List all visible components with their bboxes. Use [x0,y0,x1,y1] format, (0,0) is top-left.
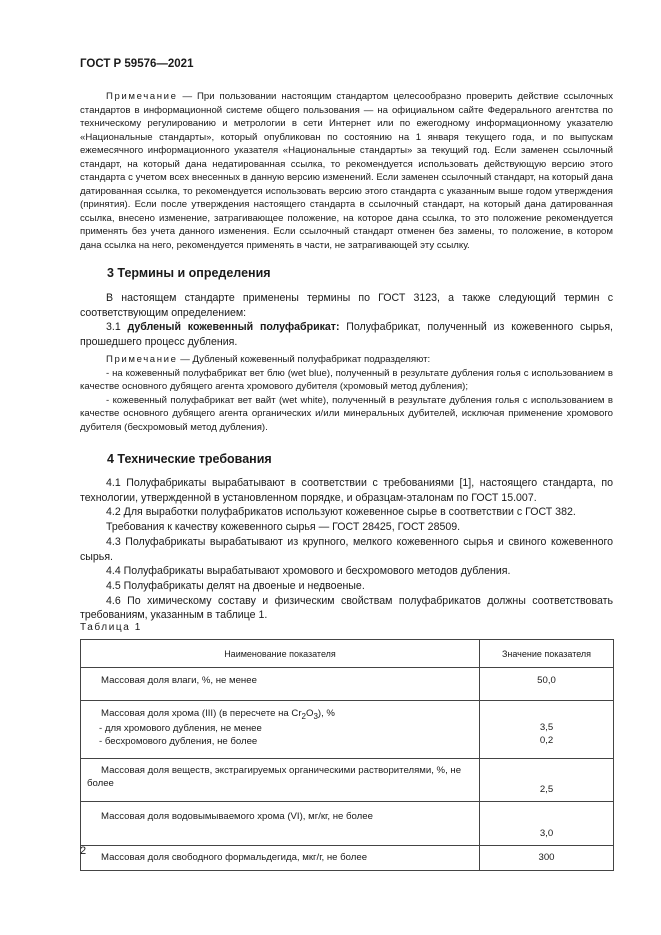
table-row [81,701,614,759]
term-number: 3.1 [106,321,121,334]
table-header-value: Значение показателя [480,640,614,668]
row-3-name: Массовая доля веществ, экстрагируемых органическими растворителями, %, не более [81,759,480,802]
table-row [81,668,614,701]
row-2-text-c: ), % [317,708,335,719]
row-2-text-a: Массовая доля хрома (III) (в пересчете на Cr [101,708,302,719]
row-2-value-2: 0,2 [539,734,554,746]
section-3-body [80,291,613,350]
row-1-value: 50,0 [480,668,614,701]
table-row [81,802,614,846]
term-note-item-1: - на кожевенный полуфабрикат вет блю (wet blue), полученный в результате дубления голья с использованием в качестве основного дубящего агента хромового дубителя (хромовый метод дубления); [80,367,613,392]
row-2-sub-1: 2 [301,711,306,721]
row-5-value: 300 [480,846,614,871]
row-4-name: Массовая доля водовымываемого хрома (VI), мг/кг, не более [81,802,480,846]
note-text: — При пользовании настоящим стандартом целесообразно проверить действие ссылочных стандартов в информационной системе общего пользования — на официальном сайте Федерального агентства по техническому регулированию и метрологии в сети Интернет или по ежегодному информационному указателю «Национальные стандарты», который опубликован по состоянию на 1 января текущего года, и по выпускам ежемесячного информационного указателя «Национальные стандарты» за текущий год. Если заменен ссылочный стандарт, на который дана недатированная ссылка, то рекомендуется использовать действующую версию этого стандарта с учетом всех внесенных в данную версию изменений. Если заменен ссылочный стандарт, на который дана датированная ссылка, то рекомендуется использовать версию этого стандарта с указанным выше годом утверждения (принятия). Если после утверждения настоящего стандарта в ссылочный стандарт, на который дана датированная ссылка, внесено изменение, затрагивающее положение, на которое дана ссылка, то это положение рекомендуется применять без учета данного изменения. Если ссылочный стандарт отменен без замены, то положение, в котором дана ссылка на него, рекомендуется применять в части, не затрагивающей эту ссылку. [80,91,613,251]
table-header-row [81,640,614,668]
term-note-item-2: - кожевенный полуфабрикат вет вайт (wet white), полученный в результате дубления голья с использованием в качестве основного дубящего агента органических и/или минеральных дубителей, исключая применение хромового дубителя (бесхромовый метод дубления). [80,394,613,433]
term-note [80,353,613,434]
table-row [81,759,614,802]
requirements-table [80,639,614,871]
para-4-1: 4.1 Полуфабрикаты вырабатывают в соответствии с требованиями [1], настоящего стандарта, по технологии, утвержденной в установленном порядке, и образцам-эталонам по ГОСТ 15.007. [80,477,613,504]
table-caption: Таблица 1 [80,622,142,633]
page-number: 2 [80,845,87,857]
table-row [81,846,614,871]
para-4-2: 4.2 Для выработки полуфабрикатов используют кожевенное сырье в соответствии с ГОСТ 382. [106,506,576,519]
term-def-text: Полуфабрикат, полученный из кожевенного сырья, прошедшего процесс дубления. [80,321,614,349]
para-4-2-cont: Требования к качеству кожевенного сырья — ГОСТ 28425, ГОСТ 28509. [106,521,461,534]
section-3-intro: В настоящем стандарте применены термины по ГОСТ 3123, а также следующий термин с соответствующим определением: [80,292,613,319]
reference-note [80,90,613,252]
para-4-6: 4.6 По химическому составу и физическим свойствам полуфабрикатов должны соответствовать требованиям, указанным в таблице 1. [80,594,613,622]
term-note-label: Примечание [106,354,178,365]
term-note-text: — Дубленый кожевенный полуфабрикат подразделяют: [177,354,431,365]
row-1-name: Массовая доля влаги, %, не менее [81,668,480,701]
row-2-values [480,701,614,759]
row-2-name [81,701,480,759]
row-2-item-1: - для хромового дубления, не менее [99,723,262,735]
section-4-heading: 4 Технические требования [107,452,272,466]
para-4-3: 4.3 Полуфабрикаты вырабатывают из крупного, мелкого кожевенного сырья и свиного кожевенного сырья. [80,535,613,563]
term-name: дубленый кожевенный полуфабрикат: [127,321,340,334]
para-4-4: 4.4 Полуфабрикаты вырабатывают хромового и бесхромового методов дубления. [106,565,511,578]
para-4-5: 4.5 Полуфабрикаты делят на двоеные и недвоеные. [106,579,365,592]
row-2-sub-2: 3 [313,711,318,721]
table-header-name: Наименование показателя [81,640,480,668]
row-2-item-2: - бесхромового дубления, не более [99,735,258,747]
row-5-name: Массовая доля свободного формальдегида, мкг/г, не более [81,846,480,871]
row-2-text-b: O [305,708,314,719]
row-2-value-1: 3,5 [539,722,554,733]
document-code: ГОСТ Р 59576—2021 [80,58,194,70]
section-4-body [80,476,613,623]
row-4-value: 3,0 [480,802,614,846]
term-definition [80,320,613,349]
row-3-value: 2,5 [480,759,614,802]
section-3-heading: 3 Термины и определения [107,266,271,280]
note-label: Примечание [106,91,178,102]
